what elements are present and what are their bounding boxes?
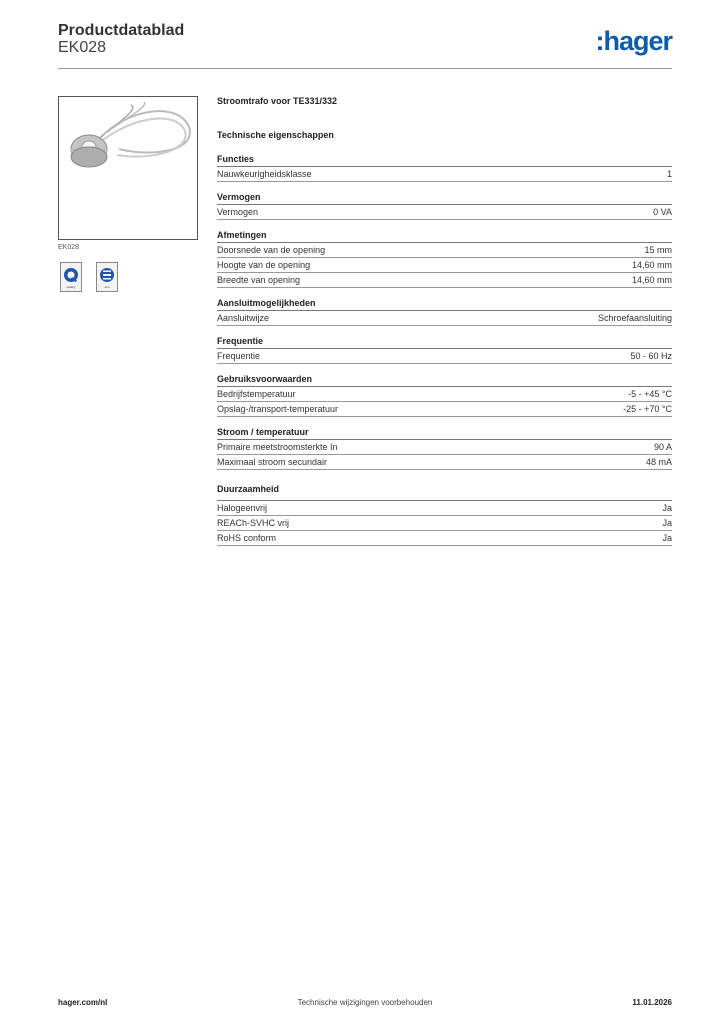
spec-label: Aansluitwijze	[217, 313, 270, 323]
footer-website-link[interactable]: hager.com/nl	[58, 998, 108, 1007]
spec-group-duurzaamheid	[217, 484, 672, 546]
spec-label: Frequentie	[217, 351, 261, 361]
spec-label: Doorsnede van de opening	[217, 245, 326, 255]
spec-row	[217, 349, 672, 364]
spec-group-afmetingen	[217, 230, 672, 288]
spec-row	[217, 440, 672, 455]
spec-label: Maximaal stroom secundair	[217, 457, 328, 467]
spec-row	[217, 387, 672, 402]
spec-value: 48 mA	[645, 457, 672, 467]
spec-value: Ja	[662, 503, 672, 513]
group-title: Vermogen	[217, 192, 672, 205]
spec-label: Halogeenvrij	[217, 503, 268, 513]
spec-row	[217, 167, 672, 182]
spec-value: 15 mm	[644, 245, 672, 255]
group-title: Duurzaamheid	[217, 484, 672, 501]
group-title: Stroom / temperatuur	[217, 427, 672, 440]
product-name: Stroomtrafo voor TE331/332	[217, 96, 338, 106]
cert-label: quality	[66, 285, 76, 289]
spec-content	[217, 96, 672, 546]
spec-row	[217, 531, 672, 546]
spec-group-stroom-temperatuur	[217, 427, 672, 470]
spec-label: Hoogte van de opening	[217, 260, 311, 270]
group-title: Afmetingen	[217, 230, 672, 243]
section-title: Technische eigenschappen	[217, 130, 334, 140]
footer-notice: Technische wijzigingen voorbehouden	[297, 998, 433, 1007]
spec-value: 14,60 mm	[631, 260, 672, 270]
spec-row	[217, 311, 672, 326]
spec-value: Ja	[662, 518, 672, 528]
spec-row	[217, 243, 672, 258]
product-code: EK028	[58, 39, 107, 56]
eco-e-icon	[97, 265, 117, 285]
footer-date: 11.01.2026	[632, 998, 672, 1007]
spec-row	[217, 501, 672, 516]
spec-value: Schroefaansluiting	[597, 313, 672, 323]
spec-group-aansluitmogelijkheden	[217, 298, 672, 326]
spec-group-vermogen	[217, 192, 672, 220]
spec-value: -25 - +70 °C	[623, 404, 672, 414]
group-title: Aansluitmogelijkheden	[217, 298, 672, 311]
hager-logo: :hager	[595, 26, 672, 56]
spec-group-gebruiksvoorwaarden	[217, 374, 672, 417]
spec-value: -5 - +45 °C	[628, 389, 672, 399]
spec-label: Nauwkeurigheidsklasse	[217, 169, 312, 179]
group-title: Functies	[217, 154, 672, 167]
spec-label: REACh-SVHC vrij	[217, 518, 290, 528]
quality-cert-badge	[60, 262, 82, 292]
spec-label: Bedrijfstemperatuur	[217, 389, 296, 399]
spec-value: 90 A	[653, 442, 672, 452]
spec-group-functies	[217, 154, 672, 182]
spec-row	[217, 516, 672, 531]
spec-value: Ja	[662, 533, 672, 543]
cert-label: eco	[104, 285, 110, 289]
spec-label: Vermogen	[217, 207, 259, 217]
spec-label: Primaire meetstroomsterkte In	[217, 442, 338, 452]
spec-label: RoHS conform	[217, 533, 277, 543]
spec-label: Breedte van opening	[217, 275, 301, 285]
group-title: Gebruiksvoorwaarden	[217, 374, 672, 387]
product-image	[58, 96, 198, 240]
spec-group-frequentie	[217, 336, 672, 364]
doc-title: Productdatablad	[58, 22, 185, 39]
group-title: Frequentie	[217, 336, 672, 349]
spec-value: 0 VA	[653, 207, 672, 217]
image-caption: EK028	[58, 244, 80, 251]
spec-row	[217, 455, 672, 470]
spec-value: 50 - 60 Hz	[630, 351, 672, 361]
eco-cert-badge	[96, 262, 118, 292]
spec-row	[217, 273, 672, 288]
spec-row	[217, 205, 672, 220]
spec-value: 14,60 mm	[631, 275, 672, 285]
spec-row	[217, 258, 672, 273]
spec-row	[217, 402, 672, 417]
spec-label: Opslag-/transport-temperatuur	[217, 404, 339, 414]
page-header	[58, 20, 672, 69]
quality-q-icon	[61, 265, 81, 285]
spec-value: 1	[666, 169, 672, 179]
current-transformer-illustration	[59, 97, 197, 239]
